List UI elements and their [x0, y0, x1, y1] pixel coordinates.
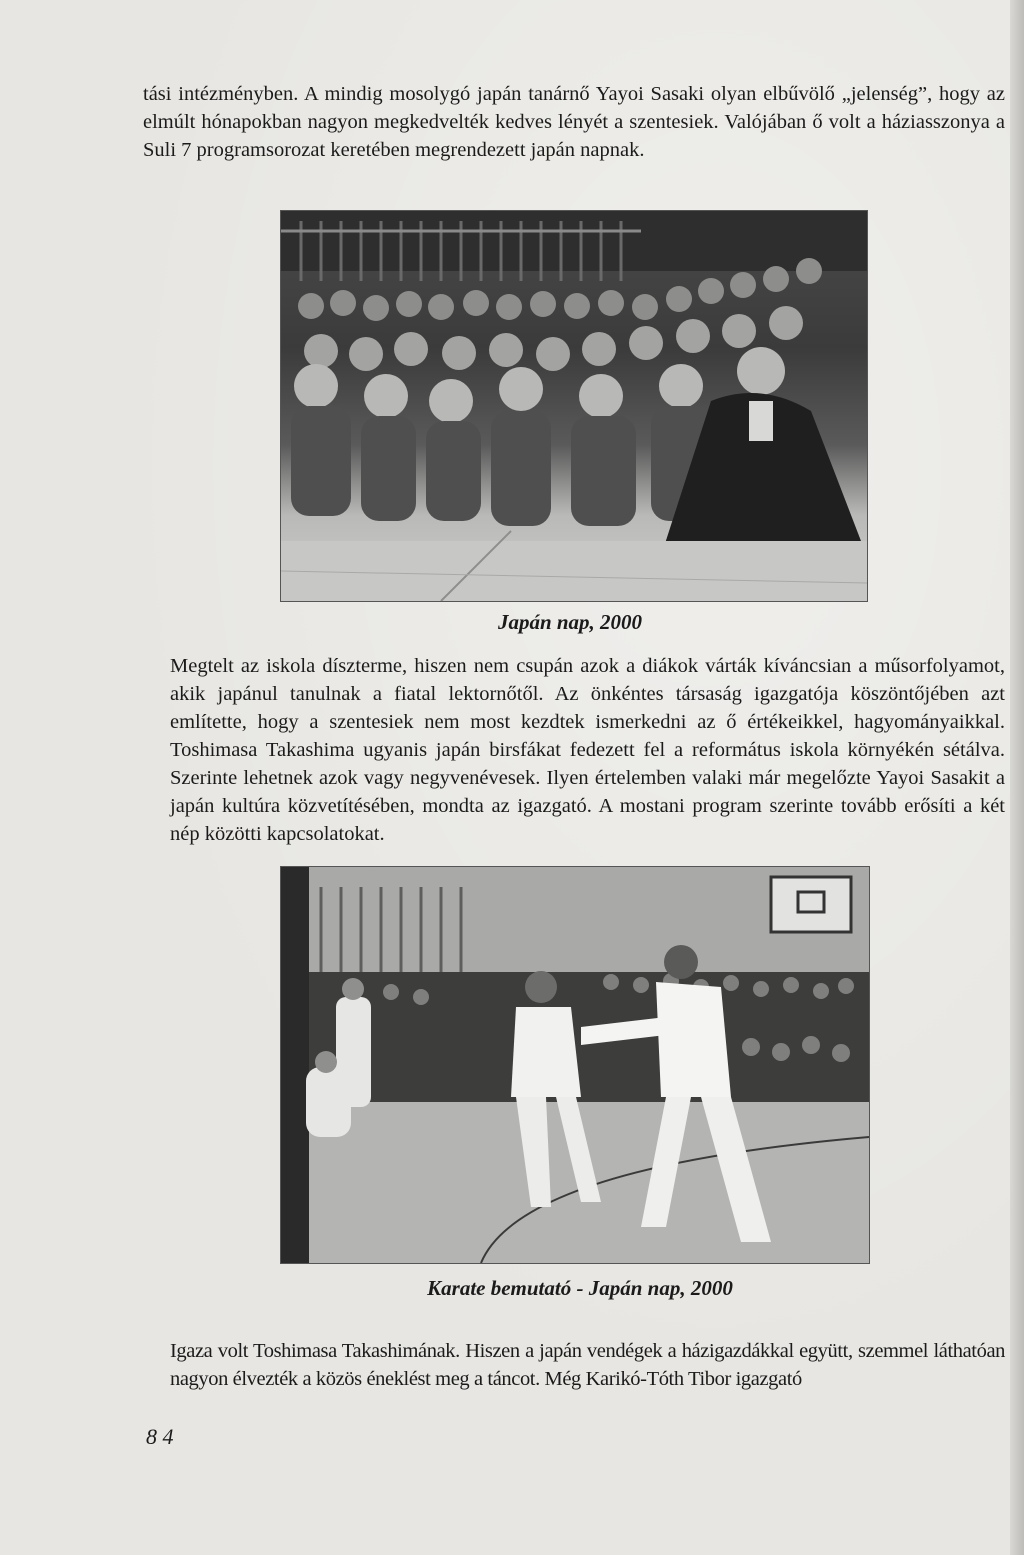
page-edge-shadow: [1010, 0, 1024, 1555]
photo-caption-japan-day: Japán nap, 2000: [497, 610, 643, 634]
photo-karate-demo: [280, 866, 870, 1264]
photo-audience: [280, 210, 868, 602]
paragraph-continuation: Igaza volt Toshimasa Takashimának. Hiszen a japán vendégek a házigazdákkal együtt, szemmel láthatóan nagyon élvezték a közös éneklést meg a táncot. Még Karikó-Tóth Tibor igazgató: [170, 1340, 1005, 1390]
paragraph-intro: tási intézményben. A mindig mosolygó japán tanárnő Yayoi Sasaki olyan elbűvölő „jelenség”, hogy az elmúlt hónapokban nagyon megkedvelték kedves lényét a szentesiek. Valójában ő volt a háziasszonya a Suli 7 programsorozat keretében megrendezett japán napnak.: [143, 83, 1005, 161]
photo-caption-karate: Karate bemutató - Japán nap, 2000: [427, 1276, 733, 1300]
karate-photo-illustration: [281, 867, 869, 1263]
page-number: 8 4: [146, 1424, 174, 1449]
audience-photo-illustration: [281, 211, 867, 601]
paragraph-main: Megtelt az iskola díszterme, hiszen nem csupán azok a diákok várták kíváncsian a műsorfolyamot, akik japánul tanulnak a fiatal lektornőtől. Az önkéntes társaság igazgatója köszöntőjében azt említette, hogy a szentesiek nem most kezdtek ismerkedni az ő értékeikkel, hagyományaikkal. Toshimasa Takashima ugyanis japán birsfákat fedezett fel a református iskola környékén sétálva. Szerinte lehetnek azok vagy negyvenévesek. Ilyen értelemben valaki már megelőzte Yayoi Sasakit a japán kultúra közvetítésében, mondta az igazgató. A mostani program szerinte tovább erősíti a két nép közötti kapcsolatokat.: [170, 655, 1005, 845]
